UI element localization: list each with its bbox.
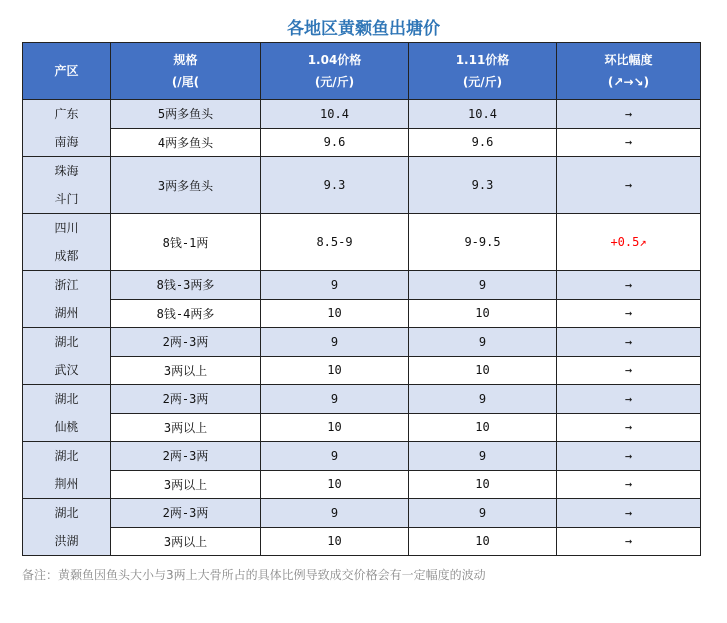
header-change: 环比幅度 (↗→↘): [557, 43, 701, 100]
price-2-cell: 9: [409, 499, 557, 528]
header-spec: 规格 (/尾(: [111, 43, 261, 100]
price-2-cell: 9.6: [409, 128, 557, 157]
price-2-cell: 10.4: [409, 100, 557, 129]
region-cell: 湖北 武汉: [23, 328, 111, 385]
price-2-cell: 9: [409, 385, 557, 414]
price-1-cell: 10: [261, 527, 409, 556]
change-cell: →: [557, 271, 701, 300]
price-1-cell: 9.3: [261, 157, 409, 214]
table-row: [23, 328, 701, 357]
price-1-cell: 10: [261, 299, 409, 328]
price-1-cell: 8.5-9: [261, 214, 409, 271]
price-1-cell: 9: [261, 271, 409, 300]
spec-cell: 3两以上: [111, 413, 261, 442]
spec-cell: 3两以上: [111, 470, 261, 499]
region-cell: 广东 南海: [23, 100, 111, 157]
price-2-cell: 9: [409, 271, 557, 300]
table-row: [23, 271, 701, 300]
table-row: [23, 499, 701, 528]
change-cell: →: [557, 499, 701, 528]
change-cell: →: [557, 299, 701, 328]
spec-cell: 8钱-1两: [111, 214, 261, 271]
price-2-cell: 9-9.5: [409, 214, 557, 271]
spec-cell: 3两多鱼头: [111, 157, 261, 214]
page-title: 各地区黄颡鱼出塘价: [287, 19, 440, 39]
spec-cell: 4两多鱼头: [111, 128, 261, 157]
spec-cell: 8钱-4两多: [111, 299, 261, 328]
spec-cell: 3两以上: [111, 527, 261, 556]
price-2-cell: 10: [409, 470, 557, 499]
table-row: [23, 470, 701, 499]
table-row: [23, 299, 701, 328]
price-2-cell: 9.3: [409, 157, 557, 214]
region-cell: 湖北 仙桃: [23, 385, 111, 442]
region-cell: 四川 成都: [23, 214, 111, 271]
change-cell: →: [557, 128, 701, 157]
price-2-cell: 10: [409, 356, 557, 385]
change-cell: →: [557, 442, 701, 471]
price-2-cell: 10: [409, 527, 557, 556]
price-1-cell: 9.6: [261, 128, 409, 157]
region-cell: 浙江 湖州: [23, 271, 111, 328]
footnote: 备注：黄颡鱼因鱼头大小与3两上大骨所占的具体比例导致成交价格会有一定幅度的波动: [22, 568, 486, 582]
table-row: [23, 442, 701, 471]
table-row: [23, 527, 701, 556]
table-header-row: [23, 43, 701, 100]
spec-cell: 2两-3两: [111, 328, 261, 357]
spec-cell: 2两-3两: [111, 499, 261, 528]
change-cell: →: [557, 356, 701, 385]
price-1-cell: 10: [261, 413, 409, 442]
region-cell: 珠海 斗门: [23, 157, 111, 214]
price-1-cell: 9: [261, 385, 409, 414]
change-cell: →: [557, 470, 701, 499]
price-2-cell: 9: [409, 442, 557, 471]
price-1-cell: 9: [261, 328, 409, 357]
price-2-cell: 10: [409, 413, 557, 442]
table-row: [23, 100, 701, 129]
price-1-cell: 10: [261, 470, 409, 499]
price-2-cell: 10: [409, 299, 557, 328]
table-row: [23, 413, 701, 442]
change-cell: →: [557, 328, 701, 357]
change-cell: +0.5↗: [557, 214, 701, 271]
spec-cell: 2两-3两: [111, 442, 261, 471]
price-1-cell: 9: [261, 499, 409, 528]
spec-cell: 5两多鱼头: [111, 100, 261, 129]
change-cell: →: [557, 527, 701, 556]
header-price-1-04: 1.04价格 (元/斤): [261, 43, 409, 100]
table-row: [23, 356, 701, 385]
header-price-1-11: 1.11价格 (元/斤): [409, 43, 557, 100]
change-cell: →: [557, 100, 701, 129]
price-2-cell: 9: [409, 328, 557, 357]
table-row: [23, 214, 701, 271]
change-cell: →: [557, 385, 701, 414]
price-1-cell: 10: [261, 356, 409, 385]
price-1-cell: 9: [261, 442, 409, 471]
table-row: [23, 128, 701, 157]
change-cell: →: [557, 413, 701, 442]
price-table: [22, 42, 701, 556]
header-region: 产区: [23, 43, 111, 100]
spec-cell: 3两以上: [111, 356, 261, 385]
table-row: [23, 385, 701, 414]
spec-cell: 8钱-3两多: [111, 271, 261, 300]
table-row: [23, 157, 701, 214]
change-cell: →: [557, 157, 701, 214]
price-1-cell: 10.4: [261, 100, 409, 129]
region-cell: 湖北 荆州: [23, 442, 111, 499]
spec-cell: 2两-3两: [111, 385, 261, 414]
region-cell: 湖北 洪湖: [23, 499, 111, 556]
